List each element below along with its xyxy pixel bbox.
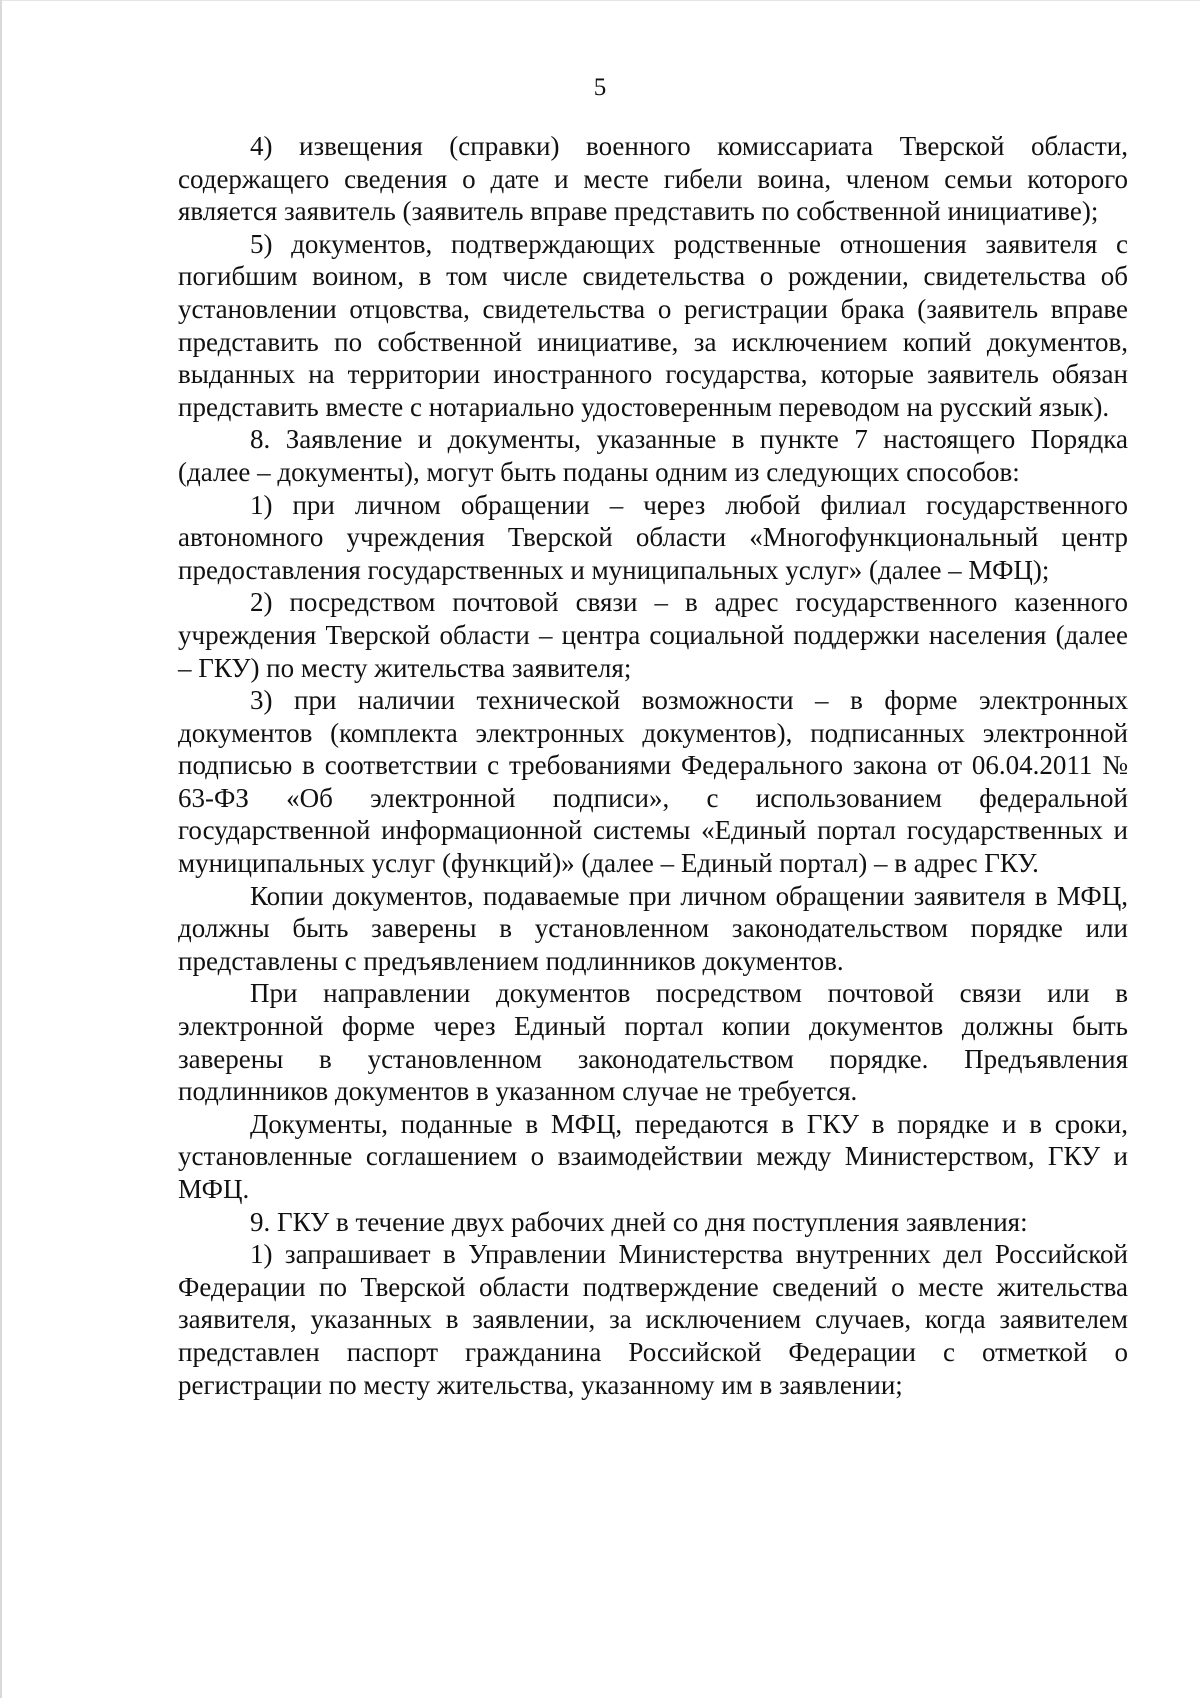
scan-edge-left: [0, 0, 2, 1698]
document-body: [178, 130, 1128, 1401]
paragraph-item-4: 4) извещения (справки) военного комиссариата Тверской области, содержащего сведения о дате и месте гибели воина, членом семьи которого является заявитель (заявитель вправе представить по собственной инициативе);: [178, 131, 1128, 227]
paragraph-transfer: Документы, поданные в МФЦ, передаются в ГКУ в порядке и в сроки, установленные соглашением о взаимодействии между Министерством, ГКУ и МФЦ.: [178, 1108, 1128, 1204]
paragraph-item-5: 5) документов, подтверждающих родственные отношения заявителя с погибшим воином, в том числе свидетельства о рождении, свидетельства об установлении отцовства, свидетельства о регистрации брака (заявитель вправе представить по собственной инициативе, за исключением копий документов, выданных на территории иностранного государства, которые заявитель обязан представить вместе с нотариально удостоверенным переводом на русский язык).: [178, 228, 1128, 422]
paragraph-request-1: 1) запрашивает в Управлении Министерства внутренних дел Российской Федерации по Тверской области подтверждение сведений о месте жительства заявителя, указанных в заявлении, за исключением случаев, когда заявителем представлен паспорт гражданина Российской Федерации с отметкой о регистрации по месту жительства, указанному им в заявлении;: [178, 1239, 1128, 1400]
paragraph-copies-mfc: Копии документов, подаваемые при личном обращении заявителя в МФЦ, должны быть заверены в установленном законодательством порядке или представлены с предъявлением подлинников документов.: [178, 880, 1128, 976]
paragraph-section-8: 8. Заявление и документы, указанные в пункте 7 настоящего Порядка (далее – документы), могут быть поданы одним из следующих способов:: [178, 424, 1128, 487]
paragraph-copies-postal: При направлении документов посредством почтовой связи или в электронной форме через Единый портал копии документов должны быть заверены в установленном законодательством порядке. Предъявления подлинников документов в указанном случае не требуется.: [178, 978, 1128, 1107]
paragraph-method-2: 2) посредством почтовой связи – в адрес государственного казенного учреждения Тверской области – центра социальной поддержки населения (далее – ГКУ) по месту жительства заявителя;: [178, 587, 1128, 683]
scan-edge-top: [0, 0, 1200, 1]
paragraph-method-3: 3) при наличии технической возможности – в форме электронных документов (комплекта электронных документов), подписанных электронной подписью в соответствии с требованиями Федерального закона от 06.04.2011 № 63-ФЗ «Об электронной подписи», с использованием федеральной государственной информационной системы «Единый портал государственных и муниципальных услуг (функций)» (далее – Единый портал) – в адрес ГКУ.: [178, 685, 1128, 879]
paragraph-method-1: 1) при личном обращении – через любой филиал государственного автономного учреждения Тверской области «Многофункциональный центр предоставления государственных и муниципальных услуг» (далее – МФЦ);: [178, 489, 1128, 585]
paragraph-section-9: 9. ГКУ в течение двух рабочих дней со дня поступления заявления:: [250, 1206, 1028, 1237]
page-number: 5: [593, 74, 607, 101]
